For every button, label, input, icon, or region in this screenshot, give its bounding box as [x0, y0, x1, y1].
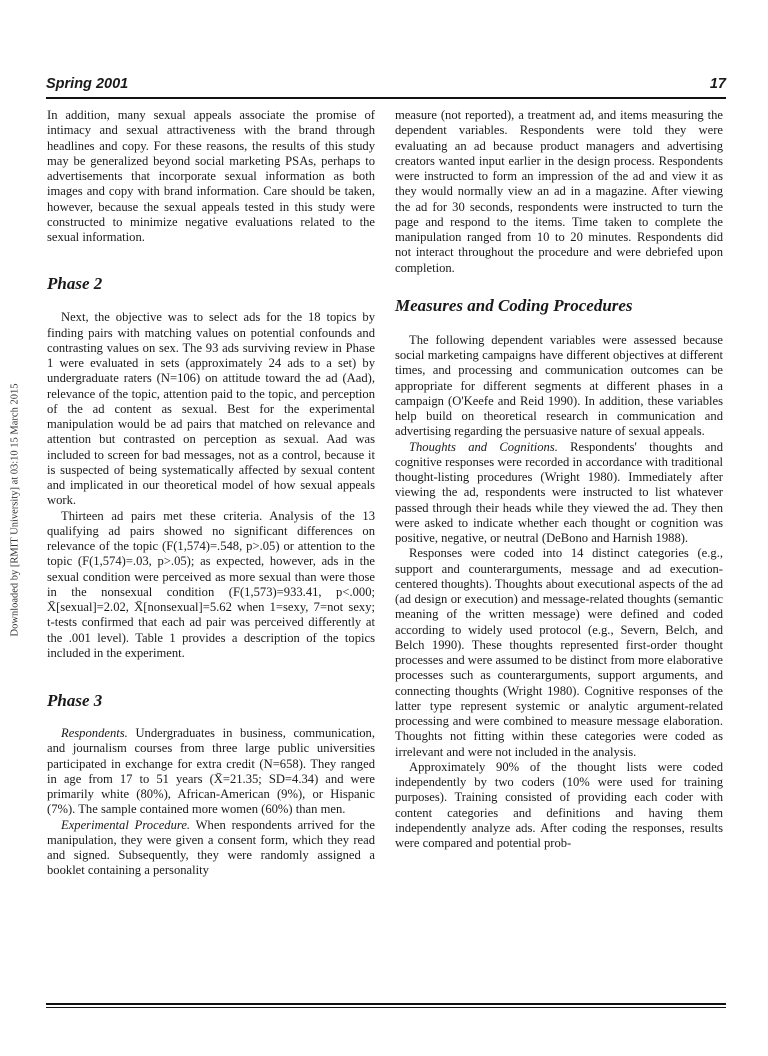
- heading-phase-3: Phase 3: [47, 691, 103, 710]
- download-watermark: [7, 345, 23, 675]
- paragraph-intro: In addition, many sexual appeals associate the promise of intimacy and sexual attractiveness with the brand through headlines and copy. For these reasons, the results of this study may be generalized beyond social marketing PSAs, perhaps to advertisements that incorporate sexual information as both images and copy with brand information. Care should be taken, however, because the sexual appeals tested in this study were constructed to minimize negative evaluations related to the sexual information.: [47, 108, 375, 244]
- download-note: Downloaded by [RMIT University] at 03:10 15 March 2015: [9, 383, 21, 637]
- thoughts-label: Thoughts and Cognitions.: [409, 439, 558, 454]
- paragraph-phase2-analysis: Thirteen ad pairs met these criteria. Analysis of the 13 qualifying ad pairs showed no significant differences on relevance of the topic (F(1,574)=.548, p>.05) or attention to the topic (F(1,574)=.03, p>.05); as expected, however, ads in the sexual condition were perceived as more sexual than were those in the nonsexual condition (F(1,573)=933.41, p<.000; X̄[sexual]=2.02, X̄[nonsexual]=5.62 when 1=sexy, 7=not sexy; t-tests confirmed that each ad pair was perceived differently at the .001 level). Table 1 provides a description of the topics included in the experiment.: [47, 508, 375, 660]
- paragraph-experimental-procedure: [47, 818, 375, 879]
- footer-rule-thick: [46, 1003, 726, 1005]
- thoughts-text: Respondents' thoughts and cognitive responses were recorded in accordance with traditional thought-listing procedures (Wright 1980). Immediately after viewing the ad, respondents were instructed to list whatever passed through their heads while they viewed the ad. They then were asked to indicate whether each thought or cognition was positive, negative, or neutral (DeBono and Harnish 1988).: [395, 439, 723, 545]
- page-number: 17: [709, 76, 726, 92]
- experimental-procedure-label: Experimental Procedure.: [61, 817, 191, 832]
- paragraph-phase2-objective: Next, the objective was to select ads for the 18 topics by finding pairs with matching values on potential confounds and contrasting values on sex. The 93 ads surviving review in Phase 1 were evaluated in sets (approximately 24 ads to a set) by undergraduate raters (N=106) on attitude toward the ad (Aad), relevance of the topic, attention paid to the topic, and perception of the ad content as sexual. Best for the experimental manipulation would be ad pairs that matched on relevance and attention but contrasted on perception as sexual. Aad was included to screen for bad messages, not as a control, because it is suspected of being systematically affected by sexual content and implicated in our theoretical model of how sexual appeals work.: [47, 310, 375, 508]
- heading-phase-2: Phase 2: [47, 274, 103, 294]
- left-column: [47, 108, 375, 879]
- right-column: [395, 108, 723, 851]
- respondents-label: Respondents.: [61, 726, 128, 740]
- running-header: [46, 75, 726, 99]
- paragraph-procedure-continued: measure (not reported), a treatment ad, and items measuring the dependent variables. Respondents were told they were evaluating an ad because product managers and advertising creators wanted input earlier in the design process. Respondents were instructed to form an impression of the ad and view it as they would normally view an ad in a magazine. After viewing the ad for 30 seconds, respondents were instructed to turn the page and respond to the items. Time taken to complete the manipulation ranged from 10 to 20 minutes. Respondents did not interact throughout the procedure and were debriefed upon completion.: [395, 108, 723, 275]
- paragraph-respondents: [47, 726, 375, 818]
- paragraph-coder-training: Approximately 90% of the thought lists were coded independently by two coders (10% were used for training purposes). Training consisted of providing each coder with content categories and definitions and having them independently analyze ads. After coding the responses, results were compared and potential prob-: [395, 759, 723, 850]
- respondents-text: Undergraduates in business, communication, and journalism courses from three large public universities participated in exchange for extra credit (N=658). They ranged in age from 17 to 51 years (X̄=21.35; SD=4.34) and were primarily white (80%), African-American (9%), or Hispanic (7%). The sample contained more women (60%) than men.: [47, 726, 375, 817]
- paragraph-thoughts-cognitions: [395, 440, 723, 547]
- paragraph-coding-categories: Responses were coded into 14 distinct categories (e.g., support and counterarguments, message and ad execution-centered thoughts). Thoughts about executional aspects of the ad (ad design or execution) and message-related thoughts (semantic meaning of the written message) were defined and coded according to widely used protocol (e.g., Severn, Belch, and Belch 1990). These thoughts represented first-order thought processes and were assumed to be distinct from more elaborative processes such as counterarguments, support arguments, and connecting thoughts (Wright 1980). Cognitive responses of the latter type represent systemic or analytic argument-related processing and were combined to measure message elaboration. Thoughts not fitting within these categories were coded as irrelevant and were not included in the analysis.: [395, 546, 723, 759]
- paragraph-dependent-variables: The following dependent variables were assessed because social marketing campaigns have different objectives at different times, and processing and communication outcomes can be appropriate for different segments at different phases in a campaign (O'Keefe and Reid 1990). In addition, these variables help build on theoretical research in communication and advertising regarding the persuasive nature of sexual appeals.: [395, 332, 723, 439]
- footer-rule-thin: [46, 1007, 726, 1008]
- experimental-procedure-text: When respondents arrived for the manipulation, they were given a consent form, which they read and signed. Subsequently, they were randomly assigned a booklet containing a personality: [47, 817, 375, 878]
- journal-issue: Spring 2001: [46, 76, 129, 92]
- heading-measures-coding: Measures and Coding Procedures: [395, 295, 633, 315]
